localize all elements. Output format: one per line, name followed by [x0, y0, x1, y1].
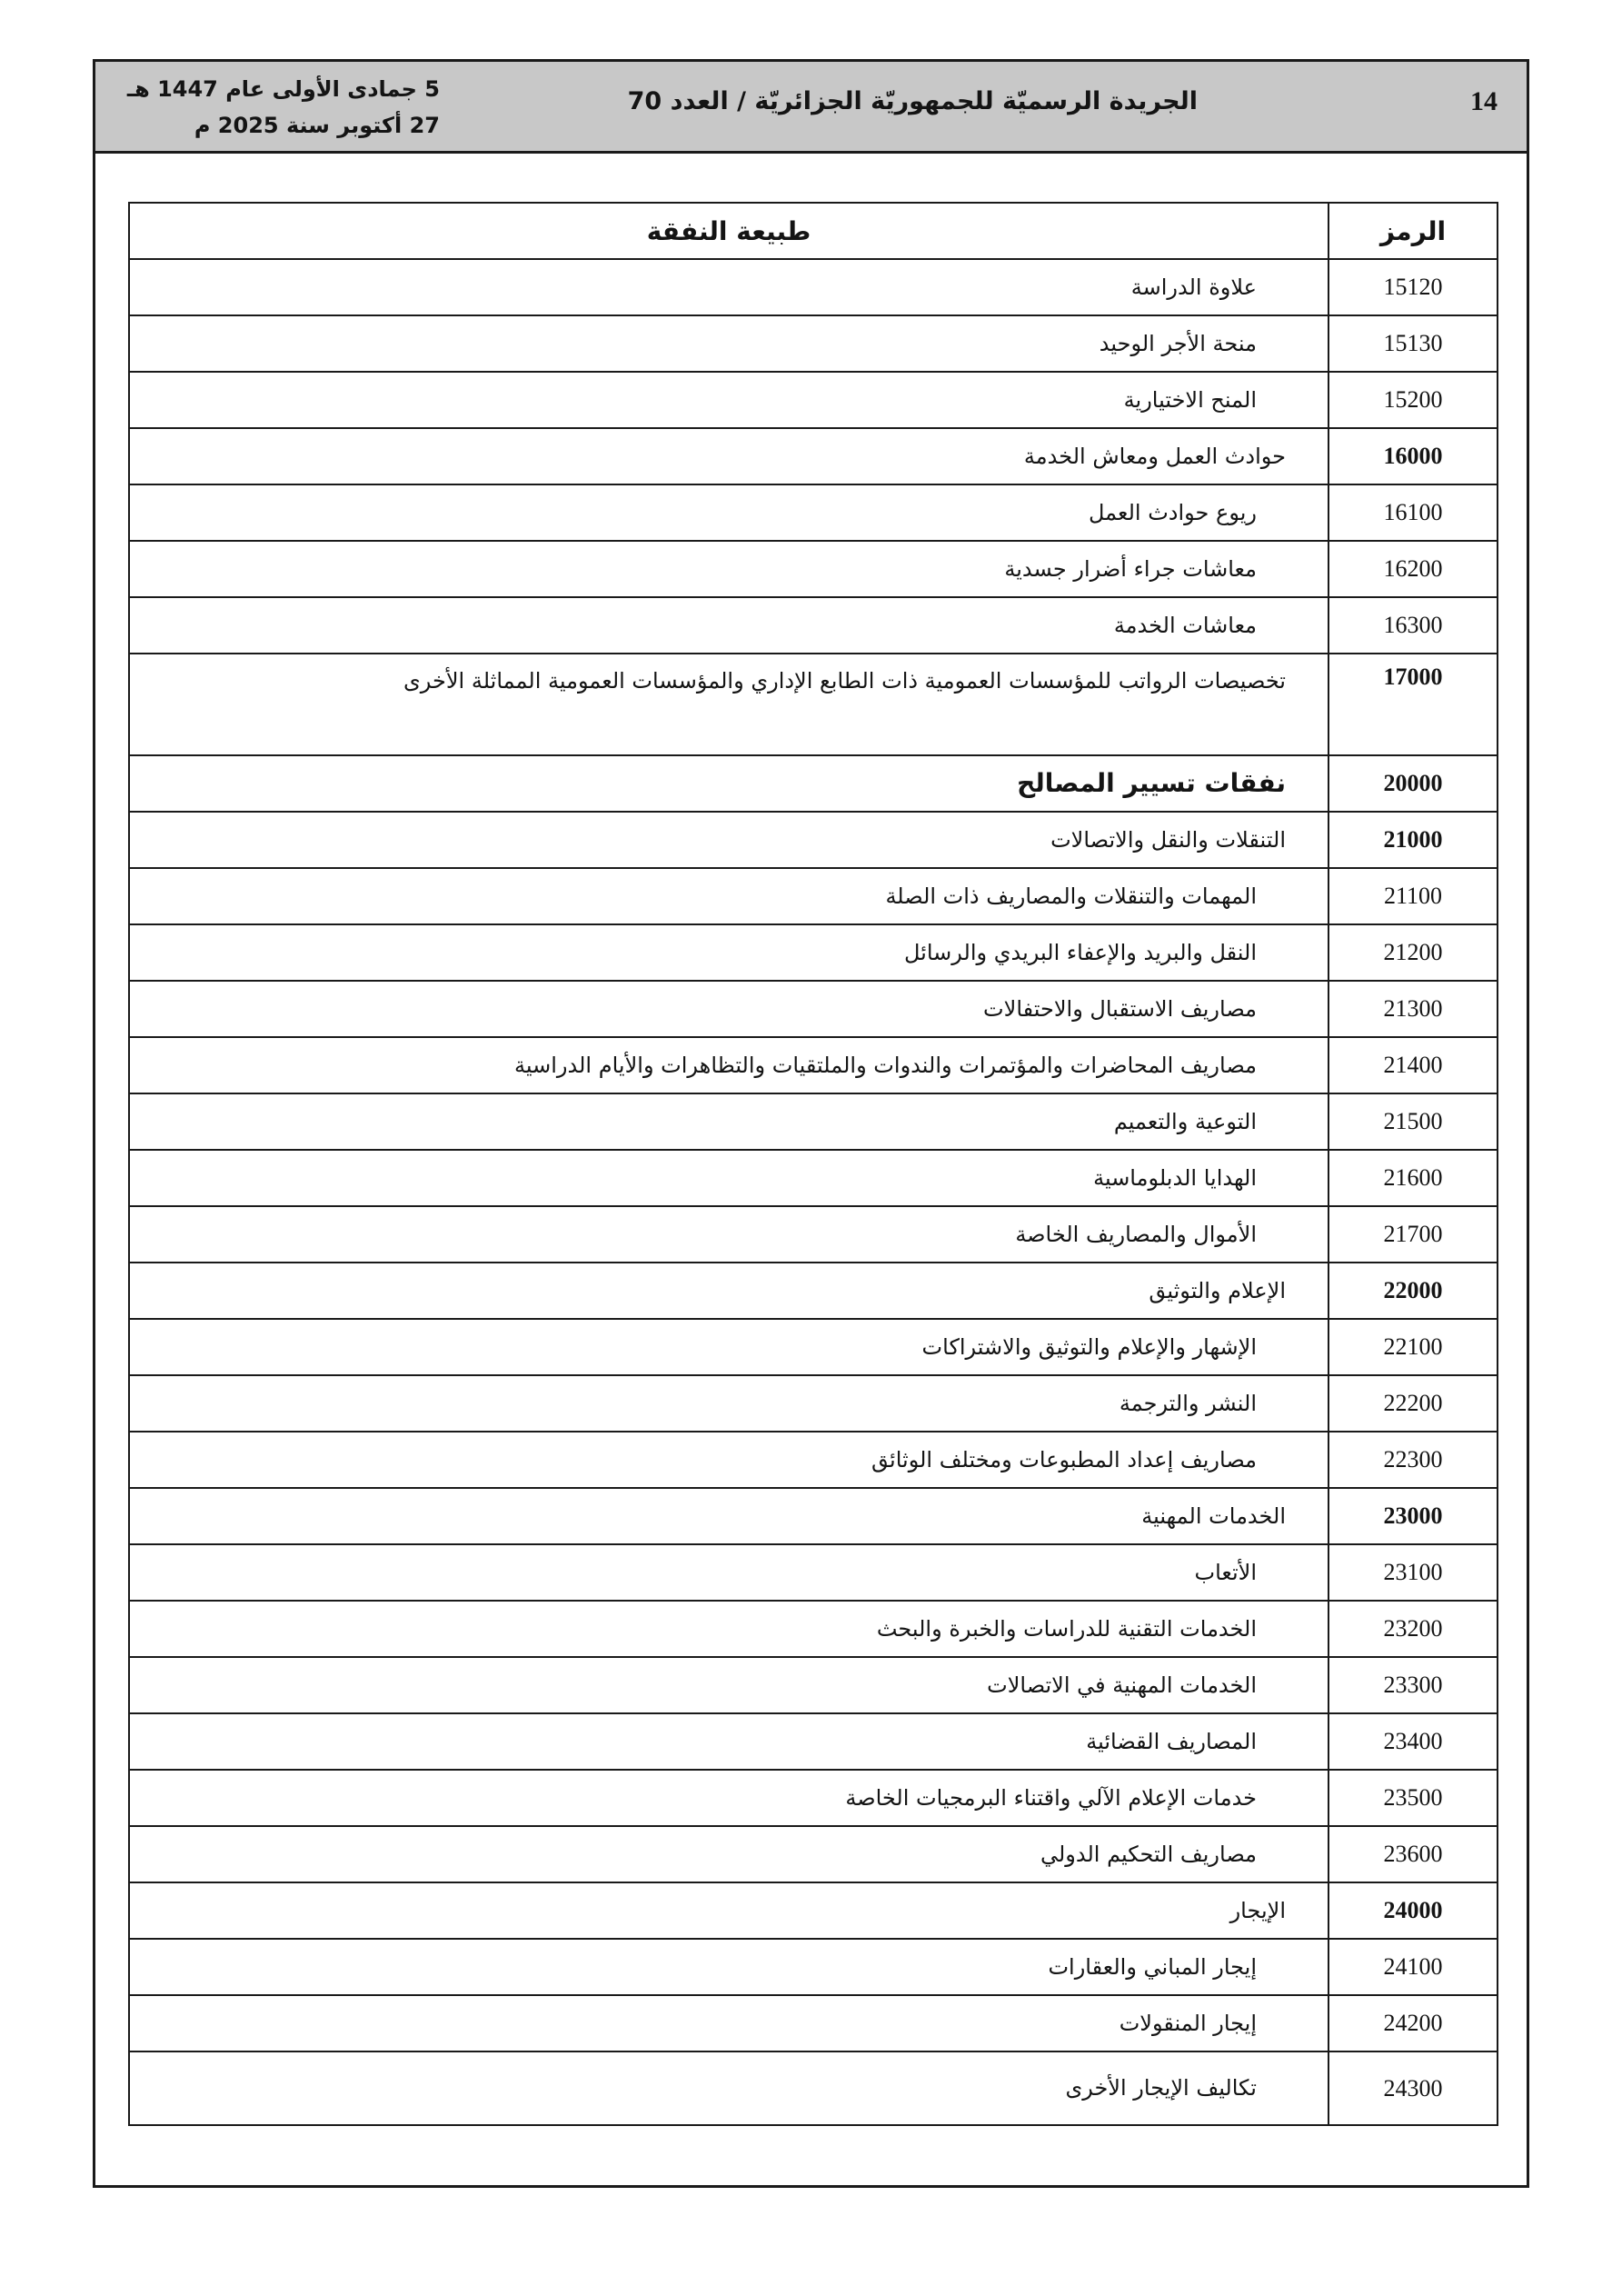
- row-description: الإعلام والتوثيق: [129, 1263, 1328, 1319]
- issue-date: [127, 71, 440, 144]
- table-row: [129, 868, 1498, 924]
- row-code: 24300: [1328, 2051, 1498, 2125]
- table-row: [129, 2051, 1498, 2125]
- row-description: الخدمات المهنية في الاتصالات: [129, 1657, 1328, 1713]
- row-code: 22200: [1328, 1375, 1498, 1432]
- row-description: الخدمات المهنية: [129, 1488, 1328, 1544]
- row-code: 21200: [1328, 924, 1498, 981]
- date-gregorian: 27 أكتوبر سنة 2025 م: [194, 113, 440, 138]
- table-row: [129, 1995, 1498, 2051]
- row-description: الأتعاب: [129, 1544, 1328, 1601]
- table-row: [129, 1150, 1498, 1206]
- row-description: نفقات تسيير المصالح: [129, 755, 1328, 812]
- row-description: المهمات والتنقلات والمصاريف ذات الصلة: [129, 868, 1328, 924]
- row-code: 24100: [1328, 1939, 1498, 1995]
- row-code: 15120: [1328, 259, 1498, 315]
- row-description: تكاليف الإيجار الأخرى: [129, 2051, 1328, 2125]
- row-description: التنقلات والنقل والاتصالات: [129, 812, 1328, 868]
- row-code: 24200: [1328, 1995, 1498, 2051]
- table-row: [129, 812, 1498, 868]
- table-row: [129, 654, 1498, 755]
- table-row: [129, 372, 1498, 428]
- row-code: 21400: [1328, 1037, 1498, 1093]
- row-description: حوادث العمل ومعاش الخدمة: [129, 428, 1328, 484]
- table-row: [129, 1826, 1498, 1882]
- table-row: [129, 1093, 1498, 1150]
- row-description: إيجار المنقولات: [129, 1995, 1328, 2051]
- table-row: [129, 428, 1498, 484]
- row-code: 15130: [1328, 315, 1498, 372]
- gazette-header: [95, 62, 1527, 154]
- row-code: 22300: [1328, 1432, 1498, 1488]
- row-description: الإيجار: [129, 1882, 1328, 1939]
- table-row: [129, 1488, 1498, 1544]
- row-code: 16200: [1328, 541, 1498, 597]
- row-code: 23400: [1328, 1713, 1498, 1770]
- row-description: معاشات الخدمة: [129, 597, 1328, 654]
- row-code: 15200: [1328, 372, 1498, 428]
- row-description: المصاريف القضائية: [129, 1713, 1328, 1770]
- row-code: 16000: [1328, 428, 1498, 484]
- row-description: النقل والبريد والإعفاء البريدي والرسائل: [129, 924, 1328, 981]
- row-code: 21700: [1328, 1206, 1498, 1263]
- row-code: 23100: [1328, 1544, 1498, 1601]
- table-header-row: [129, 203, 1498, 259]
- gazette-title: الجريدة الرسميّة للجمهوريّة الجزائريّة / العدد 70: [627, 87, 1198, 115]
- page-frame: [93, 59, 1529, 2188]
- table-row: [129, 1432, 1498, 1488]
- table-row: [129, 1544, 1498, 1601]
- row-code: 22100: [1328, 1319, 1498, 1375]
- row-description: ريوع حوادث العمل: [129, 484, 1328, 541]
- row-code: 21100: [1328, 868, 1498, 924]
- row-description: التوعية والتعميم: [129, 1093, 1328, 1150]
- row-code: 23000: [1328, 1488, 1498, 1544]
- table-row: [129, 1263, 1498, 1319]
- row-description: النشر والترجمة: [129, 1375, 1328, 1432]
- column-header-description: طبيعة النفقة: [129, 203, 1328, 259]
- row-code: 21500: [1328, 1093, 1498, 1150]
- row-code: 23200: [1328, 1601, 1498, 1657]
- row-description: خدمات الإعلام الآلي واقتناء البرمجيات الخاصة: [129, 1770, 1328, 1826]
- row-description: منحة الأجر الوحيد: [129, 315, 1328, 372]
- table-row: [129, 1037, 1498, 1093]
- row-code: 21600: [1328, 1150, 1498, 1206]
- column-header-code: الرمز: [1328, 203, 1498, 259]
- row-description: تخصيصات الرواتب للمؤسسات العمومية ذات الطابع الإداري والمؤسسات العمومية المماثلة الأخرى: [129, 654, 1328, 755]
- row-description: المنح الاختيارية: [129, 372, 1328, 428]
- table-row: [129, 597, 1498, 654]
- table-row: [129, 1319, 1498, 1375]
- row-code: 21300: [1328, 981, 1498, 1037]
- row-code: 23600: [1328, 1826, 1498, 1882]
- row-code: 16300: [1328, 597, 1498, 654]
- expense-nomenclature-table: [128, 202, 1498, 2126]
- row-code: 20000: [1328, 755, 1498, 812]
- row-code: 23300: [1328, 1657, 1498, 1713]
- row-description: مصاريف إعداد المطبوعات ومختلف الوثائق: [129, 1432, 1328, 1488]
- table-row: [129, 1375, 1498, 1432]
- row-description: الأموال والمصاريف الخاصة: [129, 1206, 1328, 1263]
- row-description: علاوة الدراسة: [129, 259, 1328, 315]
- row-code: 17000: [1328, 654, 1498, 755]
- row-description: مصاريف الاستقبال والاحتفالات: [129, 981, 1328, 1037]
- table-row: [129, 1657, 1498, 1713]
- table-row: [129, 1206, 1498, 1263]
- row-description: إيجار المباني والعقارات: [129, 1939, 1328, 1995]
- row-description: الهدايا الدبلوماسية: [129, 1150, 1328, 1206]
- row-description: الخدمات التقنية للدراسات والخبرة والبحث: [129, 1601, 1328, 1657]
- row-code: 22000: [1328, 1263, 1498, 1319]
- table-row: [129, 1939, 1498, 1995]
- table-row: [129, 981, 1498, 1037]
- table-row: [129, 541, 1498, 597]
- row-code: 24000: [1328, 1882, 1498, 1939]
- table-row: [129, 1770, 1498, 1826]
- table-row: [129, 259, 1498, 315]
- row-description: الإشهار والإعلام والتوثيق والاشتراكات: [129, 1319, 1328, 1375]
- table-row: [129, 315, 1498, 372]
- row-code: 23500: [1328, 1770, 1498, 1826]
- table-row: [129, 1601, 1498, 1657]
- row-code: 16100: [1328, 484, 1498, 541]
- row-code: 21000: [1328, 812, 1498, 868]
- table-row: [129, 484, 1498, 541]
- page-number: 14: [1470, 86, 1498, 116]
- row-description: مصاريف التحكيم الدولي: [129, 1826, 1328, 1882]
- table-row: [129, 1713, 1498, 1770]
- table-row: [129, 755, 1498, 812]
- table-row: [129, 924, 1498, 981]
- row-description: مصاريف المحاضرات والمؤتمرات والندوات والملتقيات والتظاهرات والأيام الدراسية: [129, 1037, 1328, 1093]
- table-row: [129, 1882, 1498, 1939]
- row-description: معاشات جراء أضرار جسدية: [129, 541, 1328, 597]
- date-hijri: 5 جمادى الأولى عام 1447 هـ: [126, 76, 440, 102]
